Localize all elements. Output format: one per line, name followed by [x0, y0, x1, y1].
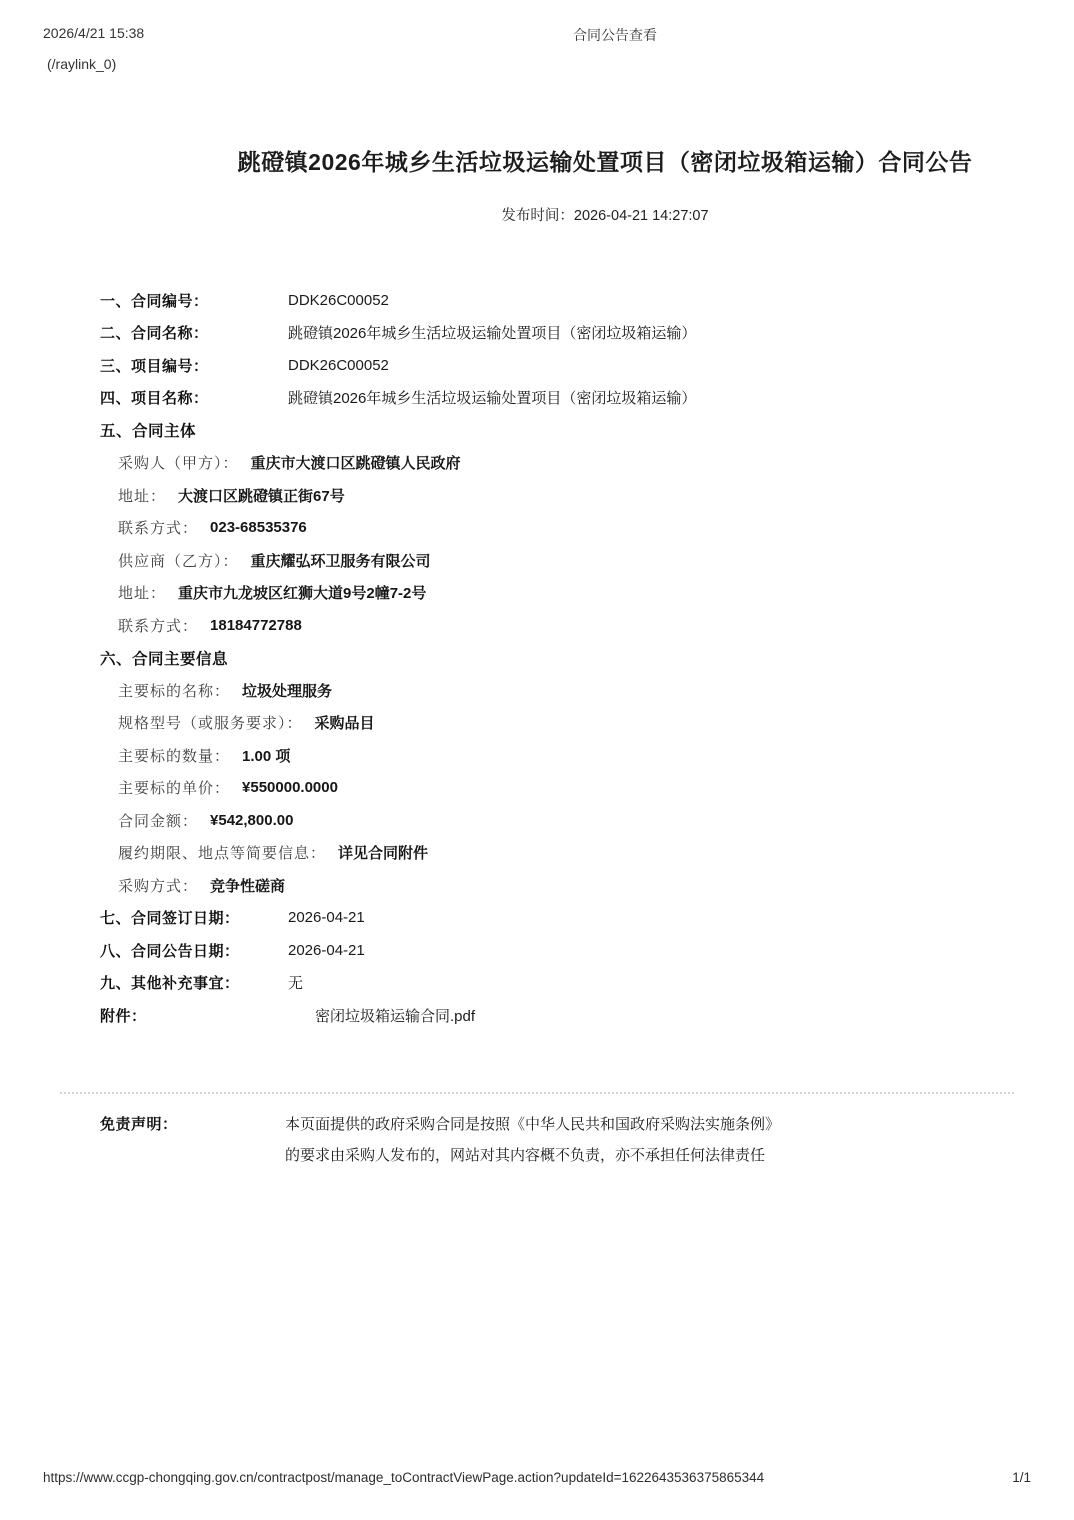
field-value: ¥542,800.00	[210, 811, 294, 829]
announcement-title: 跳磴镇2026年城乡生活垃圾运输处置项目（密闭垃圾箱运输）合同公告	[237, 149, 973, 175]
field-value: 跳磴镇2026年城乡生活垃圾运输处置项目（密闭垃圾箱运输）	[288, 325, 697, 343]
party-row-supplier-address	[100, 577, 1074, 610]
section-heading-contract-parties	[100, 414, 1074, 447]
attachment-link[interactable]: 密闭垃圾箱运输合同.pdf	[315, 1007, 476, 1025]
field-value: 大渡口区跳磴镇正街67号	[178, 487, 345, 505]
field-label: 一、合同编号：	[100, 292, 209, 310]
info-row-subject-name	[100, 674, 1074, 707]
disclaimer-line-2: 的要求由采购人发布的，网站对其内容概不负责，亦不承担任何法律责任	[285, 1147, 766, 1164]
footer-url: https://www.ccgp-chongqing.gov.cn/contractpost/manage_toContractViewPage.action?updateId=1622643536375865344	[43, 1470, 765, 1485]
field-label: 四、项目名称：	[100, 390, 209, 408]
info-row-procurement-method	[100, 869, 1074, 902]
field-row-project-number	[100, 349, 1074, 382]
field-value: DDK26C00052	[288, 291, 389, 309]
disclaimer-line-1: 本页面提供的政府采购合同是按照《中华人民共和国政府采购法实施条例》	[285, 1115, 781, 1133]
field-value: 重庆市大渡口区跳磴镇人民政府	[250, 455, 461, 473]
field-label: 联系方式：	[118, 616, 199, 635]
field-row-contract-number	[100, 284, 1074, 317]
section-heading-contract-info	[100, 642, 1074, 675]
field-value: 重庆市九龙坡区红狮大道9号2幢7-2号	[178, 585, 427, 603]
raylink-path: (/raylink_0)	[47, 56, 117, 72]
field-value: 重庆耀弘环卫服务有限公司	[250, 552, 431, 570]
field-row-other-notes	[100, 967, 1074, 1000]
field-row-announce-date	[100, 934, 1074, 967]
field-label: 规格型号（或服务要求）：	[118, 714, 303, 733]
field-value: DDK26C00052	[288, 356, 389, 374]
field-row-attachment	[100, 999, 1074, 1032]
print-datetime: 2026/4/21 15:38	[43, 25, 145, 41]
party-row-purchaser-address	[100, 479, 1074, 512]
info-row-performance-terms	[100, 837, 1074, 870]
info-row-quantity	[100, 739, 1074, 772]
field-value: 18184772788	[210, 616, 302, 634]
field-label: 主要标的单价：	[118, 779, 231, 798]
field-label: 履约期限、地点等简要信息：	[118, 844, 327, 863]
field-value: 1.00 项	[242, 747, 291, 765]
field-label: 采购方式：	[118, 876, 199, 895]
announcement-body	[0, 284, 1074, 1032]
section-heading-label: 五、合同主体	[100, 423, 197, 441]
disclaimer-label: 免责声明：	[100, 1115, 178, 1133]
field-value: 详见合同附件	[338, 845, 429, 863]
field-value: 2026-04-21	[288, 941, 365, 959]
field-label: 联系方式：	[118, 519, 199, 538]
field-row-sign-date	[100, 902, 1074, 935]
field-label: 供应商（乙方）：	[118, 551, 239, 570]
print-footer	[43, 1470, 1031, 1485]
field-label: 采购人（甲方）：	[118, 454, 239, 473]
field-label: 地址：	[118, 584, 167, 603]
disclaimer-block	[0, 1109, 1074, 1172]
field-value: 垃圾处理服务	[242, 682, 333, 700]
field-value: 竞争性磋商	[210, 877, 286, 895]
field-value: 跳磴镇2026年城乡生活垃圾运输处置项目（密闭垃圾箱运输）	[288, 390, 697, 408]
field-label: 七、合同签订日期：	[100, 910, 240, 928]
field-label: 九、其他补充事宜：	[100, 975, 240, 993]
field-label: 主要标的名称：	[118, 681, 231, 700]
dotted-divider	[60, 1092, 1014, 1094]
section-heading-label: 六、合同主要信息	[100, 650, 229, 668]
field-label: 地址：	[118, 486, 167, 505]
info-row-unit-price	[100, 772, 1074, 805]
field-value: 无	[288, 975, 304, 993]
field-label: 二、合同名称：	[100, 325, 209, 343]
field-label: 主要标的数量：	[118, 746, 231, 765]
field-row-project-name	[100, 382, 1074, 415]
page-indicator: 1/1	[1012, 1470, 1031, 1485]
info-row-spec-model	[100, 707, 1074, 740]
field-label: 合同金额：	[118, 811, 199, 830]
disclaimer-text	[285, 1109, 780, 1172]
party-row-supplier-contact	[100, 609, 1074, 642]
field-value: 023-68535376	[210, 519, 307, 537]
info-row-contract-amount	[100, 804, 1074, 837]
party-row-supplier	[100, 544, 1074, 577]
field-label: 附件：	[100, 1007, 147, 1025]
field-value: ¥550000.0000	[242, 779, 338, 797]
party-row-purchaser	[100, 447, 1074, 480]
field-row-contract-name	[100, 317, 1074, 350]
print-page-title: 合同公告查看	[573, 27, 657, 43]
publish-time: 发布时间：2026-04-21 14:27:07	[501, 208, 709, 224]
party-row-purchaser-contact	[100, 512, 1074, 545]
field-label: 八、合同公告日期：	[100, 942, 240, 960]
field-label: 三、项目编号：	[100, 357, 209, 375]
field-value: 2026-04-21	[288, 909, 365, 927]
field-value: 采购品目	[314, 715, 375, 733]
